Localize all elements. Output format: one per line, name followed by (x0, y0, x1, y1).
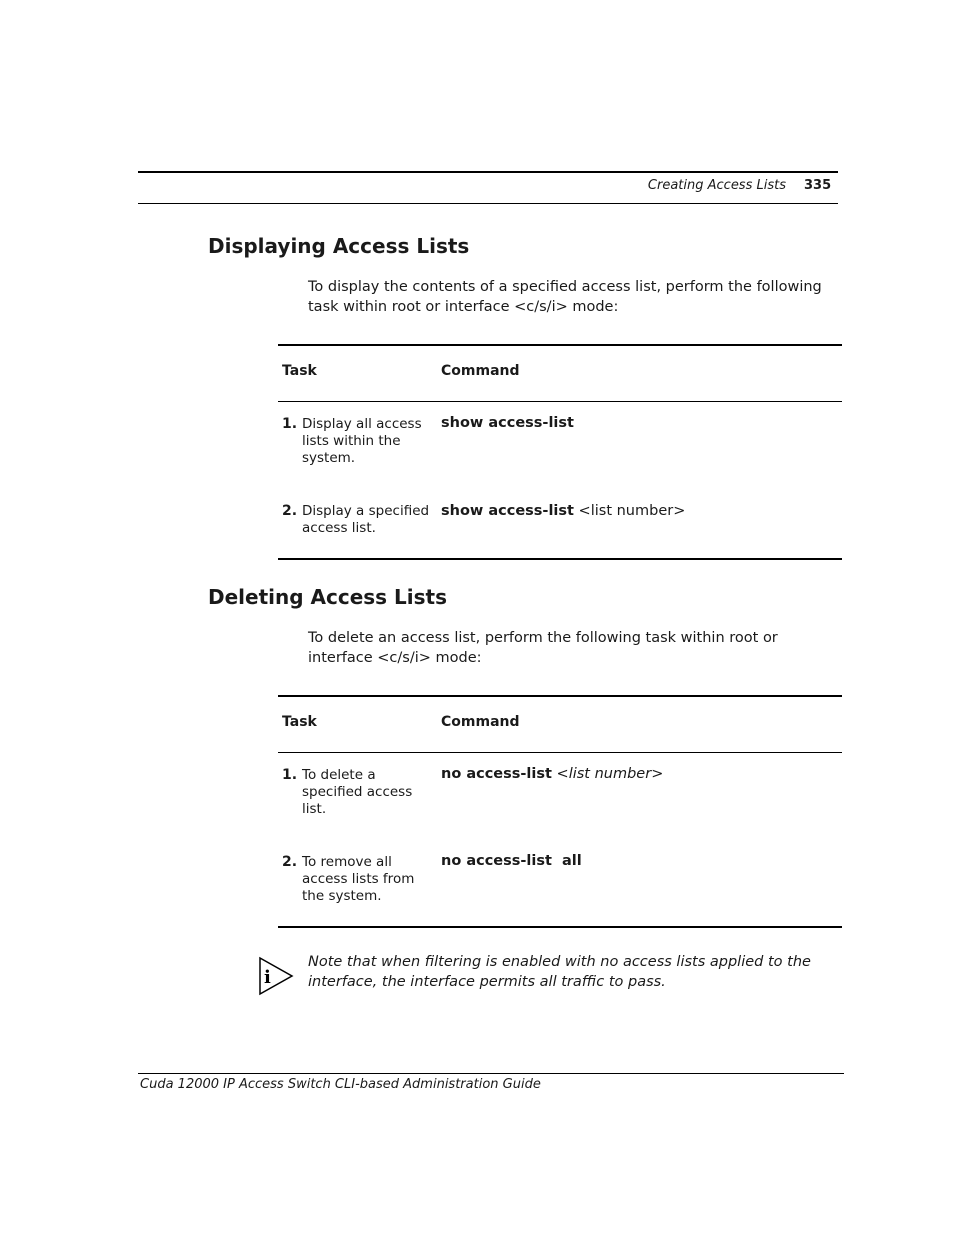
row-task: To remove all access lists from the system. (302, 854, 415, 904)
row-number: 2. (282, 854, 298, 870)
row-number: 1. (282, 416, 298, 432)
table-rule-header (278, 401, 842, 402)
command-keyword: show access-list (441, 415, 574, 431)
header-rule-bottom (138, 203, 838, 204)
table-rule-header (278, 752, 842, 753)
running-header-title: Creating Access Lists (647, 178, 786, 193)
footer-rule (138, 1073, 844, 1074)
row-command (441, 766, 663, 782)
row-command (441, 503, 685, 519)
table-header-command: Command (441, 363, 520, 379)
row-task: To delete a specified access list. (302, 767, 413, 817)
footer-text: Cuda 12000 IP Access Switch CLI-based Administration Guide (140, 1077, 541, 1092)
table-rule-top (278, 344, 842, 346)
command-argument: <list number> (551, 766, 664, 782)
section-title-displaying: Displaying Access Lists (208, 234, 470, 258)
table-header-task: Task (282, 363, 317, 379)
table-rule-bottom (278, 926, 842, 928)
header-rule-top (138, 171, 838, 173)
row-command (441, 853, 582, 869)
table-rule-bottom (278, 558, 842, 560)
command-keyword: no access-list (441, 766, 552, 782)
row-number: 2. (282, 503, 298, 519)
info-icon (258, 956, 294, 996)
command-keyword: no access-list all (441, 853, 582, 869)
page-number: 335 (804, 178, 832, 193)
row-number: 1. (282, 767, 298, 783)
section-intro-deleting: To delete an access list, perform the following task within root or interface <c/s/i> mode: (308, 630, 778, 666)
row-task: Display a specified access list. (302, 503, 430, 536)
table-header-task: Task (282, 714, 317, 730)
section-intro-displaying: To display the contents of a specified access list, perform the following task within root or interface <c/s/i> mode: (308, 279, 822, 315)
table-rule-top (278, 695, 842, 697)
section-title-deleting: Deleting Access Lists (208, 585, 448, 609)
command-argument: <list number> (573, 503, 686, 519)
svg-text:i: i (264, 967, 271, 988)
table-header-command: Command (441, 714, 520, 730)
row-command (441, 415, 574, 431)
command-keyword: show access-list (441, 503, 574, 519)
note-text: Note that when filtering is enabled with no access lists applied to the interface, the interface permits all traffic to pass. (308, 954, 811, 990)
row-task: Display all access lists within the system. (302, 416, 422, 466)
